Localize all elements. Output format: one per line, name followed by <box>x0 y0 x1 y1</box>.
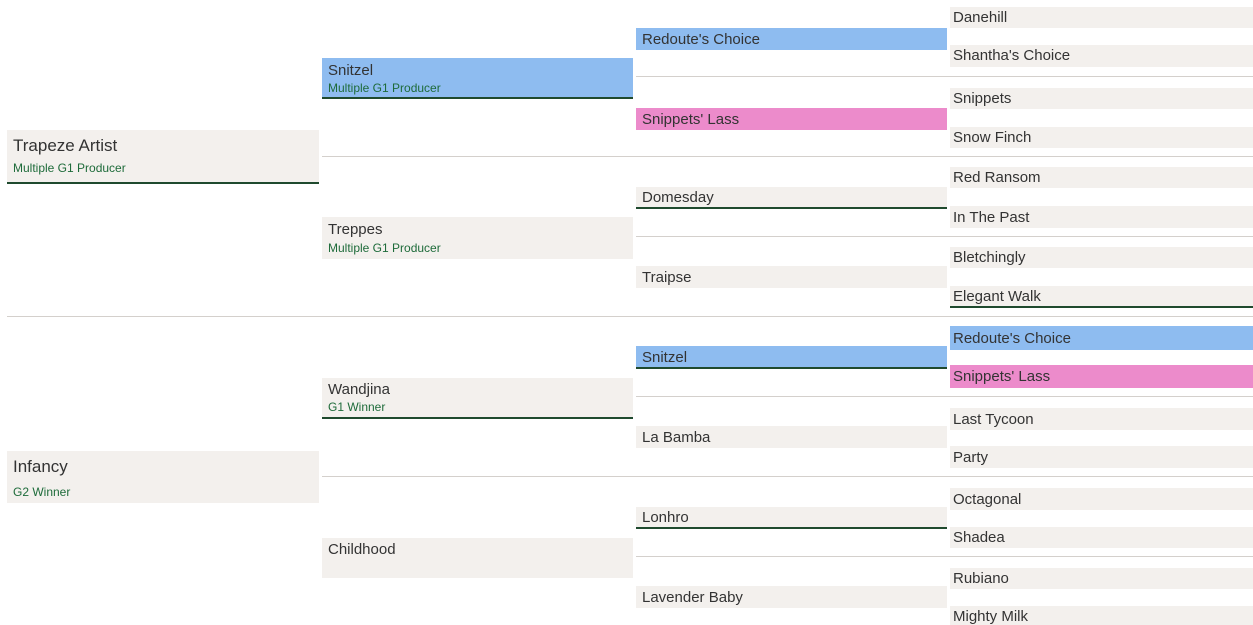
horse-snippets-lass-2[interactable] <box>950 365 1253 388</box>
horse-name: Treppes <box>328 221 383 238</box>
horse-note: G1 Winner <box>328 400 386 414</box>
horse-redoutes-choice-2[interactable] <box>950 326 1253 350</box>
horse-snitzel[interactable] <box>322 58 633 99</box>
horse-party[interactable] <box>950 446 1253 468</box>
horse-octagonal[interactable] <box>950 488 1253 510</box>
horse-rubiano[interactable] <box>950 568 1253 589</box>
horse-name: Last Tycoon <box>953 411 1034 428</box>
horse-name: Party <box>953 449 989 466</box>
divider <box>322 476 1253 477</box>
horse-name: Snitzel <box>642 349 688 366</box>
horse-name: Redoute's Choice <box>642 31 760 48</box>
horse-name: La Bamba <box>642 429 711 446</box>
horse-name: Wandjina <box>328 381 390 398</box>
divider <box>636 76 1253 77</box>
horse-name: Elegant Walk <box>953 288 1041 305</box>
horse-name: Octagonal <box>953 491 1022 508</box>
horse-snippets-lass[interactable] <box>636 108 947 130</box>
horse-name: Lonhro <box>642 509 689 526</box>
horse-in-the-past[interactable] <box>950 206 1253 228</box>
divider <box>636 556 1253 557</box>
horse-name: Snitzel <box>328 62 374 79</box>
horse-note: Multiple G1 Producer <box>328 241 441 255</box>
horse-wandjina[interactable] <box>322 378 633 419</box>
horse-name: Shadea <box>953 529 1005 546</box>
horse-name: Snow Finch <box>953 129 1032 146</box>
horse-traipse[interactable] <box>636 266 947 288</box>
horse-domesday[interactable] <box>636 187 947 209</box>
horse-name: Snippets' Lass <box>953 368 1051 385</box>
horse-childhood[interactable] <box>322 538 633 578</box>
horse-treppes[interactable] <box>322 217 633 259</box>
horse-name: Snippets <box>953 90 1012 107</box>
horse-name: Lavender Baby <box>642 589 743 606</box>
horse-shanthas-choice[interactable] <box>950 45 1253 67</box>
horse-lonhro[interactable] <box>636 507 947 529</box>
horse-mighty-milk[interactable] <box>950 606 1253 625</box>
horse-name: Domesday <box>642 189 714 206</box>
horse-elegant-walk[interactable] <box>950 286 1253 308</box>
horse-note: Multiple G1 Producer <box>13 161 126 175</box>
horse-trapeze-artist[interactable] <box>7 130 319 184</box>
horse-note: Multiple G1 Producer <box>328 81 441 95</box>
divider <box>7 316 1253 317</box>
horse-danehill[interactable] <box>950 7 1253 28</box>
horse-name: Bletchingly <box>953 249 1026 266</box>
horse-name: Trapeze Artist <box>13 136 118 155</box>
horse-name: Danehill <box>953 9 1008 26</box>
horse-note: G2 Winner <box>13 485 71 499</box>
horse-lavender-baby[interactable] <box>636 586 947 608</box>
horse-snow-finch[interactable] <box>950 127 1253 148</box>
horse-bletchingly[interactable] <box>950 247 1253 268</box>
horse-name: Infancy <box>13 457 68 476</box>
horse-name: Childhood <box>328 541 396 558</box>
horse-name: In The Past <box>953 209 1030 226</box>
horse-infancy[interactable] <box>7 451 319 503</box>
horse-name: Mighty Milk <box>953 608 1029 625</box>
horse-shadea[interactable] <box>950 527 1253 548</box>
horse-red-ransom[interactable] <box>950 167 1253 188</box>
horse-snippets[interactable] <box>950 88 1253 109</box>
horse-la-bamba[interactable] <box>636 426 947 448</box>
horse-name: Snippets' Lass <box>642 111 740 128</box>
horse-snitzel-2[interactable] <box>636 346 947 369</box>
horse-name: Redoute's Choice <box>953 330 1071 347</box>
horse-redoutes-choice[interactable] <box>636 28 947 50</box>
horse-name: Shantha's Choice <box>953 47 1071 64</box>
divider <box>636 396 1253 397</box>
divider <box>636 236 1253 237</box>
horse-name: Traipse <box>642 269 692 286</box>
horse-name: Red Ransom <box>953 169 1041 186</box>
horse-last-tycoon[interactable] <box>950 408 1253 430</box>
horse-name: Rubiano <box>953 570 1009 587</box>
divider <box>322 156 1253 157</box>
